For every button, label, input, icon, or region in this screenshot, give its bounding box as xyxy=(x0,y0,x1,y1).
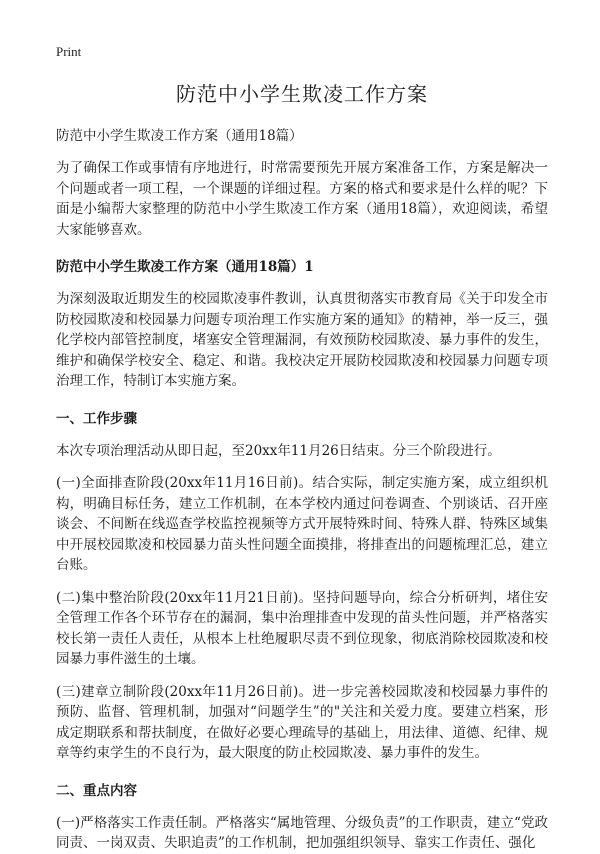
work-steps-paragraph: (二)集中整治阶段(20xx年11月21日前)。坚持问题导向，综合分析研判，堵住安全管理工作各个环节存在的漏洞，集中治理排查中发现的苗头性问题，并严格落实校长第一责任人责任，从根本上杜绝履职尽责不到位现象，彻底消除校园欺凌和校园暴力事件滋生的土壤。 xyxy=(56,589,548,667)
print-link[interactable]: Print xyxy=(56,44,82,59)
work-steps-paragraph: 本次专项治理活动从即日起，至20xx年11月26日结束。分三个阶段进行。 xyxy=(56,442,501,459)
work-steps-paragraph: (三)建章立制阶段(20xx年11月26日前)。进一步完善校园欺凌和校园暴力事件的预防、监督、管理机制，加强对“问题学生”的"关注和关爱力度。要建立档案，形成定期联系和帮扶制度，在做好必要心理疏导的基础上，用法律、道德、纪律、规章等约束学生的不良行为，最大限度的防止校园欺凌、暴力事件的发生。 xyxy=(56,683,548,761)
document-subtitle: 防范中小学生欺凌工作方案（通用18篇） xyxy=(56,128,303,144)
document-body xyxy=(56,74,548,854)
key-content-paragraph: (一)严格落实工作责任制。严格落实“属地管理、分级负责”的工作职责，建立“党政同责、一岗双责、失职追责”的工作机制，把加强组织领导、靠实工作责任、强化 xyxy=(56,814,548,851)
work-steps-paragraph: (一)全面排查阶段(20xx年11月16日前)。结合实际，制定实施方案，成立组织机构，明确目标任务，建立工作机制，在本学校内通过问卷调查、个别谈话、召开座谈会、不间断在线巡查学校监控视频等方式开展特殊时间、特殊人群、特殊区域集中开展校园欺凌和校园暴力苗头性问题全面摸排，将排查出的问题梳理汇总，建立台账。 xyxy=(56,475,548,573)
section-heading-key-content: 二、重点内容 xyxy=(56,782,137,799)
section-heading-work-steps: 一、工作步骤 xyxy=(56,410,137,427)
intro-paragraph: 为了确保工作或事情有序地进行，时常需要预先开展方案准备工作，方案是解决一个问题或者一项工程，一个课题的详细过程。方案的格式和要求是什么样的呢？下面是小编帮大家整理的防范中小学生欺凌工作方案（通用18篇），欢迎阅读，希望大家能够喜欢。 xyxy=(56,160,548,238)
article-heading: 防范中小学生欺凌工作方案（通用18篇）1 xyxy=(56,259,314,275)
article-paragraph: 为深刻汲取近期发生的校园欺凌事件教训，认真贯彻落实市教育局《关于印发全市防校园欺凌和校园暴力问题专项治理工作实施方案的通知》的精神，举一反三，强化学校内部管控制度，堵塞安全管理漏洞，有效预防校园欺凌、暴力事件的发生，维护和确保学校安全、稳定、和谐。我校决定开展防校园欺凌和校园暴力问题专项治理工作，特制订本实施方案。 xyxy=(56,291,548,389)
document-title: 防范中小学生欺凌工作方案 xyxy=(176,82,428,106)
